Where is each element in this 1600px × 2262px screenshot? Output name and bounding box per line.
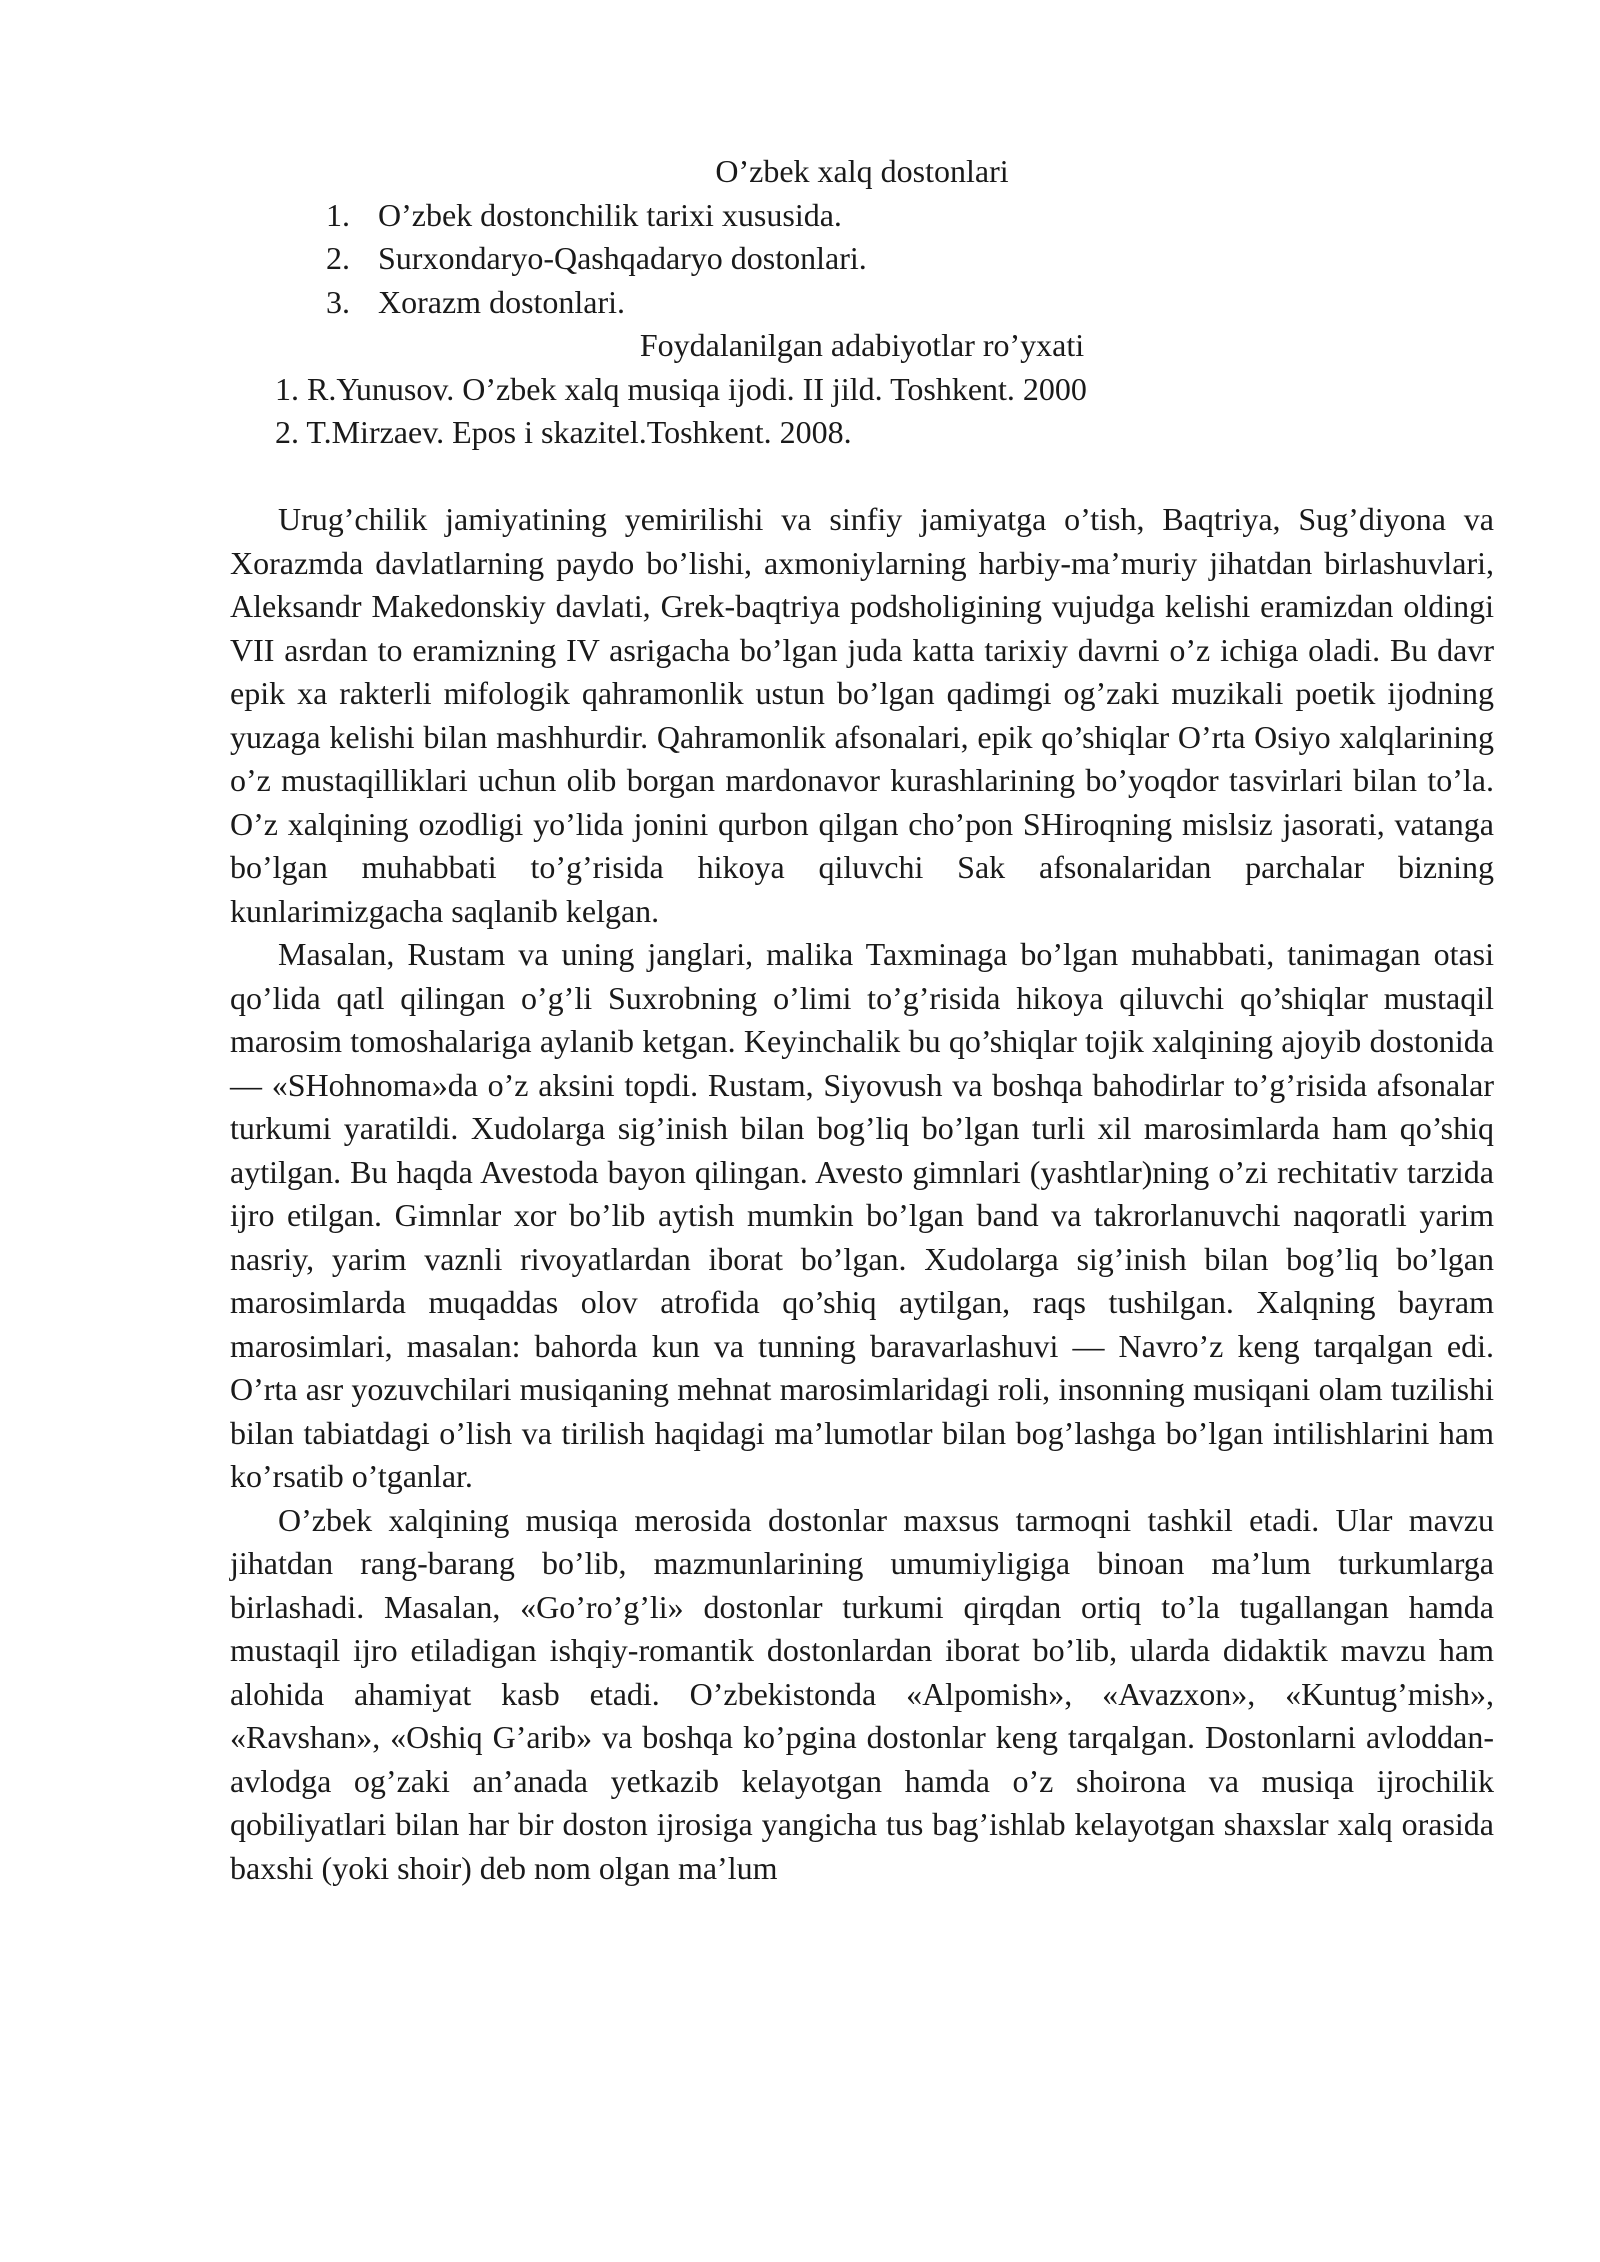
plan-item-text: O’zbek dostonchilik tarixi xususida. <box>378 196 842 233</box>
spacer <box>230 455 1494 499</box>
plan-item-number: 2. <box>326 240 350 276</box>
plan-item-text: Surxondaryo-Qashqadaryo dostonlari. <box>378 240 867 276</box>
plan-list <box>230 194 1494 325</box>
body-paragraph: Masalan, Rustam va uning janglari, malika Taxminaga bo’lgan muhabbati, tanimagan otasi qo’lida qatl qilingan o’g’li Suxrobning o’limi to’g’risida hikoya qiluvchi qo’shiqlar mustaqil marosim tomoshalariga aylanib ketgan. Keyinchalik bu qo’shiqlar tojik xalqining ajoyib dostonida— «SHohnoma»da o’z aksini topdi. Rustam, Siyovush va boshqa bahodirlar to’g’risida afsonalar turkumi yaratildi. Xudolarga sig’inish bilan bog’liq bo’lgan turli xil marosimlarda ham qo’shiq aytilgan. Bu haqda Avestoda bayon qilingan. Avesto gimnlari (yashtlar)ning o’zi rechitativ tarzida ijro etilgan. Gimnlar xor bo’lib aytish mumkin bo’lgan band va takrorlanuvchi naqoratli yarim nasriy, yarim vaznli rivoyatlardan iborat bo’lgan. Xudolarga sig’inish bilan bog’liq bo’lgan marosimlarda muqaddas olov atrofida qo’shiq aytilgan, raqs tushilgan. Xalqning bayram marosimlari, masalan: bahorda kun va tunning baravarlashuvi — Navro’z keng tarqalgan edi. O’rta asr yozuvchilari musiqaning mehnat marosimlaridagi roli, insonning musiqani olam tuzilishi bilan tabiatdagi o’lish va tirilish haqidagi ma’lumotlar bilan bog’lashga bo’lgan intilishlarini ham ko’rsatib o’tganlar. <box>230 936 1494 1494</box>
references-list <box>230 368 1494 455</box>
plan-item-number: 1. <box>326 196 350 233</box>
plan-item <box>326 237 1494 281</box>
plan-item <box>326 194 1494 238</box>
document-heading: O’zbek xalq dostonlari <box>715 153 1009 189</box>
body-paragraph: O’zbek xalqining musiqa merosida dostonlar maxsus tarmoqni tashkil etadi. Ular mavzu jihatdan rang-barang bo’lib, mazmunlarining umumiyligiga binoan ma’lum turkumlarga birlashadi. Masalan, «Go’ro’g’li» dostonlar turkumi qirqdan ortiq to’la tugallangan hamda mustaqil ijro etiladigan ishqiy-romantik dostonlardan iborat bo’lib, ularda didaktik mavzu ham alohida ahamiyat kasb etadi. O’zbekistonda «Alpomish», «Avazxon», «Kuntug’mish», «Ravshan», «Oshiq G’arib» va boshqa ko’pgina dostonlar keng tarqalgan. Dostonlarni avloddan-avlodga og’zaki an’anada yetkazib kelayotgan hamda o’z shoirona va musiqa ijrochilik qobiliyatlari bilan har bir doston ijrosiga yangicha tus bag’ishlab kelayotgan shaxslar xalq orasida baxshi (yoki shoir) deb nom olgan ma’lum <box>230 1501 1494 1886</box>
references-heading: Foydalanilgan adabiyotlar ro’yxati <box>639 327 1085 363</box>
plan-item <box>326 281 1494 325</box>
document-page <box>230 150 1494 1890</box>
body-paragraph: Urug’chilik jamiyatining yemirilishi va sinfiy jamiyatga o’tish, Baqtriya, Sug’diyona va Xorazmda davlatlarning paydo bo’lishi, axmoniylarning harbiy-ma’muriy jihatdan birlashuvlari, Aleksandr Makedonskiy davlati, Grek-baqtriya podsholigining vujudga kelishi eramizdan oldingi VII asrdan to eramizning IV asrigacha bo’lgan juda katta tarixiy davrni o’z ichiga oladi. Bu davr epik xa rakterli mifologik qahramonlik ustun bo’lgan qadimgi og’zaki muzikali poetik ijodning yuzaga kelishi bilan mashhurdir. Qahramonlik afsonalari, epik qo’shiqlar O’rta Osiyo xalqlarining o’z mustaqilliklari uchun olib borgan mardonavor kurashlarining bo’yoqdor tasvirlari bilan to’la. O’z xalqining ozodligi yo’lida jonini qurbon qilgan cho’pon SHiroqning mislsiz jasorati, vatanga bo’lgan muhabbati to’g’risida hikoya qiluvchi Sak afsonalaridan parchalar bizning kunlarimizgacha saqlanib kelgan. <box>230 501 1494 929</box>
plan-item-number: 3. <box>326 283 350 320</box>
plan-item-text: Xorazm dostonlari. <box>378 283 626 320</box>
reference-item: 1. R.Yunusov. O’zbek xalq musiqa ijodi. II jild. Toshkent. 2000 <box>275 370 1087 407</box>
reference-item: 2. T.Mirzaev. Epos i skazitel.Toshkent. 2008. <box>275 414 852 450</box>
